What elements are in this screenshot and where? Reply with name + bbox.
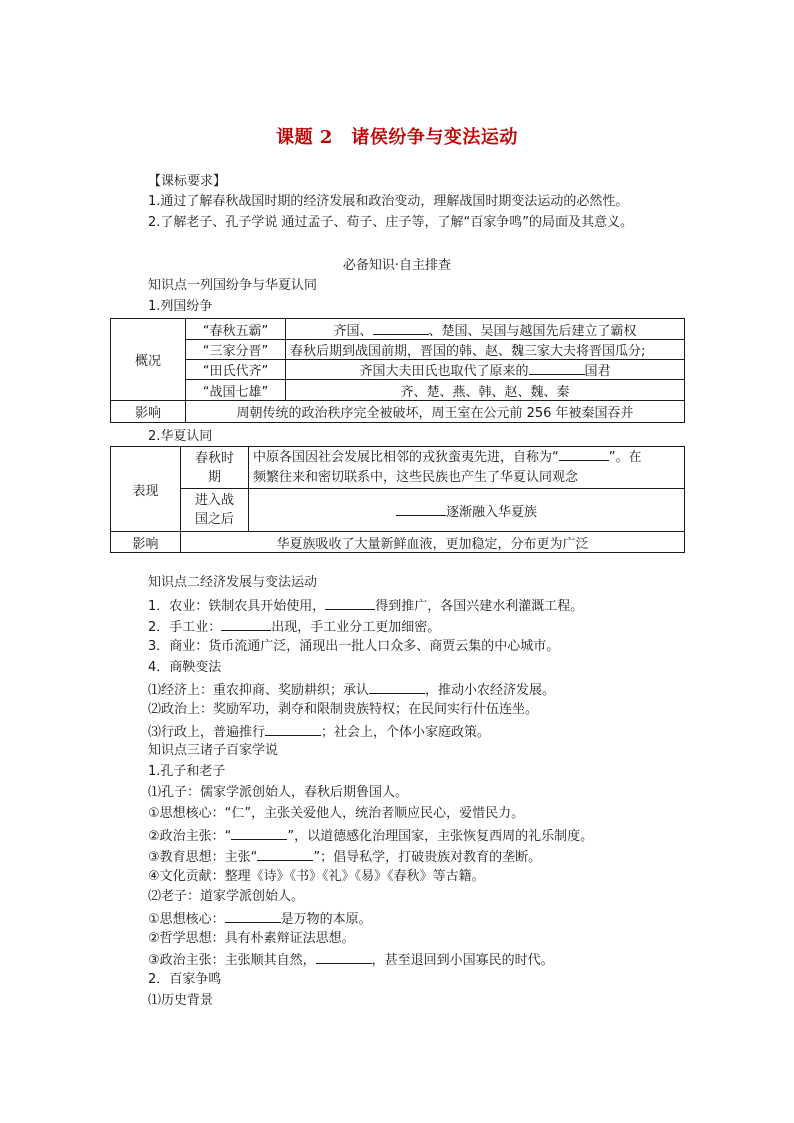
kp2-economic: ⑴经济上：重农抑商、奖励耕织；承认 ，推动小农经济发展。 — [148, 680, 555, 700]
table-states-rivalry — [110, 318, 685, 423]
fill-blank — [257, 847, 313, 861]
impact-text: 华夏族吸收了大量新鲜血液，更加稳定，分布更为广泛 — [181, 532, 685, 553]
kp3-philosophy: ②哲学思想：具有朴素辩证法思想。 — [148, 931, 355, 946]
kp1-title: 知识点一列国纷争与华夏认同 — [148, 278, 318, 293]
requirements-header: 【课标要求】 — [148, 174, 227, 189]
kp3-core-ren: ①思想核心：“仁”，主张关爱他人，统治者顺应民心，爱惜民力。 — [148, 806, 525, 821]
kp3-laozi: ⑵老子：道家学派创始人。 — [148, 889, 305, 904]
fill-blank — [529, 361, 585, 375]
period-warring-states: 进入战 国之后 — [181, 489, 249, 532]
term-seven-warring-states: “战国七雄” — [186, 380, 286, 401]
requirement-item-2: 2.了解老子、孔子学说 通过孟子、荀子、庄子等，了解“百家争鸣”的局面及其意义。 — [148, 215, 634, 230]
kp3-confucius-laozi: 1.孔子和老子 — [148, 764, 226, 779]
cell-hegemons: 齐国、 、楚国、吴国与越国先后建立了霸权 — [286, 319, 685, 340]
impact-label: 影响 — [111, 532, 181, 553]
term-three-families: “三家分晋” — [186, 340, 286, 360]
impact-text: 周朝传统的政治秩序完全被破坏，周王室在公元前 256 年被秦国吞并 — [186, 401, 685, 423]
fill-blank — [231, 826, 287, 840]
impact-label: 影响 — [111, 401, 186, 423]
page-title: 课题 2 诸侯纷争与变法运动 — [276, 127, 518, 148]
kp1-sub1: 1.列国纷争 — [148, 299, 213, 314]
table-row — [111, 340, 685, 360]
fill-blank — [396, 502, 446, 516]
requirement-item-1: 1.通过了解春秋战国时期的经济发展和政治变动，理解战国时期变法运动的必然性。 — [148, 194, 629, 209]
kp2-political: ⑵政治上：奖励军功，剥夺和限制贵族特权；在民间实行什伍连坐。 — [148, 702, 539, 717]
fill-blank — [221, 617, 271, 631]
kp3-title: 知识点三诸子百家学说 — [148, 743, 279, 758]
fill-blank — [225, 909, 281, 923]
kp3-laozi-core: ①思想核心： 是万物的本原。 — [148, 909, 372, 929]
cell-partition-jin: 春秋后期到战国前期，晋国的韩、赵、魏三家大夫将晋国瓜分; — [286, 340, 685, 360]
fill-blank — [369, 680, 425, 694]
kp3-political-proposal: ②政治主张：“ ”，以道德感化治理国家，主张恢复西周的礼乐制度。 — [148, 826, 593, 846]
fill-blank — [265, 722, 321, 736]
section-heading: 必备知识·自主排查 — [342, 258, 452, 273]
table-row — [111, 489, 685, 532]
kp2-shang-yang: 4．商鞅变法 — [148, 660, 222, 675]
cell-spring-autumn: 中原各国因社会发展比相邻的戎狄蛮夷先进，自称为“ ”。在 频繁往来和密切联系中，这些民族也产生了华夏认同观念 — [249, 447, 685, 489]
kp2-title: 知识点二经济发展与变法运动 — [148, 575, 318, 590]
overview-label: 概况 — [111, 319, 186, 401]
cell-warring-states: 逐渐融入华夏族 — [249, 489, 685, 532]
kp3-education: ③教育思想：主张“ ”；倡导私学，打破贵族对教育的垄断。 — [148, 847, 541, 867]
fill-blank — [325, 596, 375, 610]
table-row — [111, 380, 685, 401]
manifestation-label: 表现 — [111, 447, 181, 532]
fill-blank — [316, 950, 372, 964]
table-row — [111, 532, 685, 553]
table-huaxia-identity — [110, 446, 685, 553]
table-row — [111, 360, 685, 380]
kp1-sub2: 2.华夏认同 — [148, 429, 213, 444]
kp3-laozi-political: ③政治主张：主张顺其自然， ，甚至退回到小国寡民的时代。 — [148, 950, 554, 970]
term-tian-replaces-qi: “田氏代齐” — [186, 360, 286, 380]
fill-blank — [559, 447, 609, 461]
table-row — [111, 401, 685, 423]
kp2-commerce: 3．商业：货币流通广泛，涌现出一批人口众多、商贾云集的中心城市。 — [148, 639, 560, 654]
cell-seven-states: 齐、楚、燕、韩、赵、魏、秦 — [286, 380, 685, 401]
kp3-confucius: ⑴孔子：儒家学派创始人，春秋后期鲁国人。 — [148, 785, 409, 800]
table-row — [111, 447, 685, 489]
table-row — [111, 319, 685, 340]
kp2-agriculture: 1．农业：铁制农具开始使用， 得到推广，各国兴建水利灌溉工程。 — [148, 596, 583, 616]
period-spring-autumn: 春秋时 期 — [181, 447, 249, 489]
kp3-background: ⑴历史背景 — [148, 993, 214, 1008]
term-spring-autumn-hegemons: “春秋五霸” — [186, 319, 286, 340]
kp3-culture: ④文化贡献：整理《诗》《书》《礼》《易》《春秋》等古籍。 — [148, 869, 485, 884]
fill-blank — [373, 321, 429, 335]
kp3-hundred-schools: 2．百家争鸣 — [148, 972, 222, 987]
kp2-administrative: ⑶行政上，普遍推行 ；社会上，个体小家庭政策。 — [148, 722, 490, 742]
kp2-handicraft: 2．手工业： 出现，手工业分工更加细密。 — [148, 617, 440, 637]
cell-tian-qi: 齐国大夫田氏也取代了原来的 国君 — [286, 360, 685, 380]
